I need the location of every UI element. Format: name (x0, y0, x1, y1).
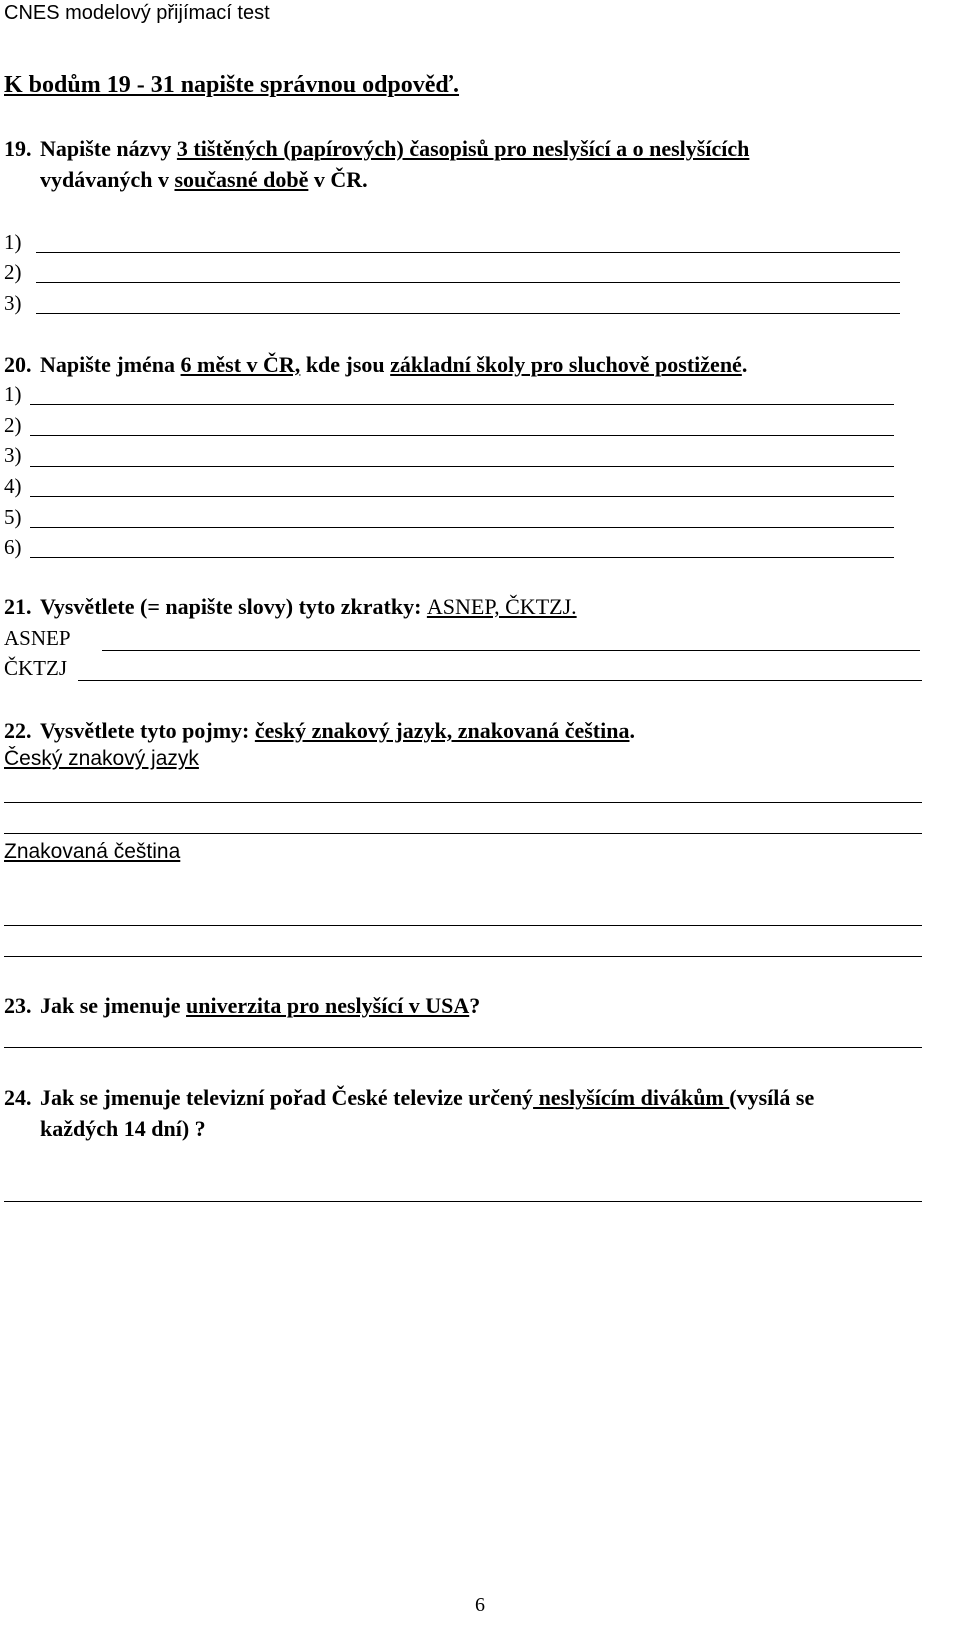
question-20-underlined: 6 měst v ČR, (180, 352, 301, 377)
question-22-number: 22. (4, 718, 32, 743)
question-23-text-line (40, 993, 480, 1019)
question-24-text-cont: (vysílá se (729, 1085, 815, 1110)
question-24-text-line1 (40, 1085, 814, 1111)
question-19-text-line1 (40, 136, 749, 162)
answer-20-label-2: 2) (4, 413, 22, 437)
answer-21-line-asnep[interactable] (102, 650, 920, 651)
answer-20-line-2[interactable] (30, 435, 894, 436)
answer-22-label-1: Český znakový jazyk (4, 747, 199, 770)
question-24-text-line2: každých 14 dní) ? (40, 1116, 206, 1141)
answer-24-line[interactable] (4, 1201, 922, 1202)
answer-20-label-4: 4) (4, 474, 22, 498)
answer-21-line-cktzj[interactable] (78, 680, 922, 681)
answer-20-label-6: 6) (4, 535, 22, 559)
answer-19-label-3: 3) (4, 291, 22, 315)
question-19-underlined: 3 tištěných (papírových) časopisů pro neslyšící a o neslyšících (176, 136, 750, 161)
answer-19-label-2: 2) (4, 260, 22, 284)
answer-21-label-cktzj: ČKTZJ (4, 656, 67, 680)
answer-22-label-2: Znakovaná čeština (4, 840, 181, 863)
answer-20-label-1: 1) (4, 382, 22, 406)
question-23-text-end: ? (469, 993, 481, 1018)
question-20-text-cont: kde jsou (300, 352, 391, 377)
answer-20-label-3: 3) (4, 443, 22, 467)
question-21-number: 21. (4, 594, 32, 619)
answer-20-line-3[interactable] (30, 466, 894, 467)
answer-23-line[interactable] (4, 1047, 922, 1048)
question-23-text: Jak se jmenuje (40, 993, 187, 1018)
answer-20-line-6[interactable] (30, 557, 894, 558)
answer-19-label-1: 1) (4, 230, 22, 254)
question-19-text-line2 (40, 167, 368, 193)
question-22-underlined: český znakový jazyk, znakovaná čeština (254, 718, 630, 743)
question-24-text: Jak se jmenuje televizní pořad České televize určený (40, 1085, 534, 1110)
question-19-text-cont: vydávaných v (40, 167, 175, 192)
question-24-underlined: neslyšícím divákům (533, 1085, 730, 1110)
question-22-text: Vysvětlete tyto pojmy: (40, 718, 255, 743)
question-23-underlined: univerzita pro neslyšící v USA (186, 993, 470, 1018)
question-21-underlined: ASNEP, ČKTZJ. (426, 594, 577, 619)
question-19-underlined-2: současné době (174, 167, 309, 192)
question-19-text: Napište názvy (40, 136, 177, 161)
question-24-number: 24. (4, 1085, 32, 1110)
answer-19-line-1[interactable] (36, 252, 900, 253)
question-21-text-line (40, 594, 577, 620)
document-header: CNES modelový přijímací test (4, 2, 270, 24)
answer-20-line-4[interactable] (30, 496, 894, 497)
question-19-text-end: v ČR. (308, 167, 368, 192)
answer-22-line-1b[interactable] (4, 833, 922, 834)
question-20-number: 20. (4, 352, 32, 377)
question-22-text-line (40, 718, 635, 744)
question-21-text: Vysvětlete (= napište slovy) tyto zkratky: (40, 594, 427, 619)
question-20-text-end: . (741, 352, 748, 377)
answer-20-label-5: 5) (4, 505, 22, 529)
question-20-text-line (40, 352, 747, 378)
answer-20-line-5[interactable] (30, 527, 894, 528)
answer-19-line-2[interactable] (36, 282, 900, 283)
answer-19-line-3[interactable] (36, 313, 900, 314)
answer-22-line-2b[interactable] (4, 956, 922, 957)
question-22-text-end: . (629, 718, 635, 743)
page-number: 6 (475, 1594, 485, 1616)
question-20-text: Napište jména (40, 352, 181, 377)
question-20-underlined-2: základní školy pro sluchově postižené (390, 352, 742, 377)
section-heading: K bodům 19 - 31 napište správnou odpověď. (4, 72, 460, 98)
answer-20-line-1[interactable] (30, 404, 894, 405)
question-19-number: 19. (4, 136, 32, 161)
answer-21-label-asnep: ASNEP (4, 626, 71, 650)
answer-22-line-1a[interactable] (4, 802, 922, 803)
question-23-number: 23. (4, 993, 32, 1018)
answer-22-line-2a[interactable] (4, 925, 922, 926)
